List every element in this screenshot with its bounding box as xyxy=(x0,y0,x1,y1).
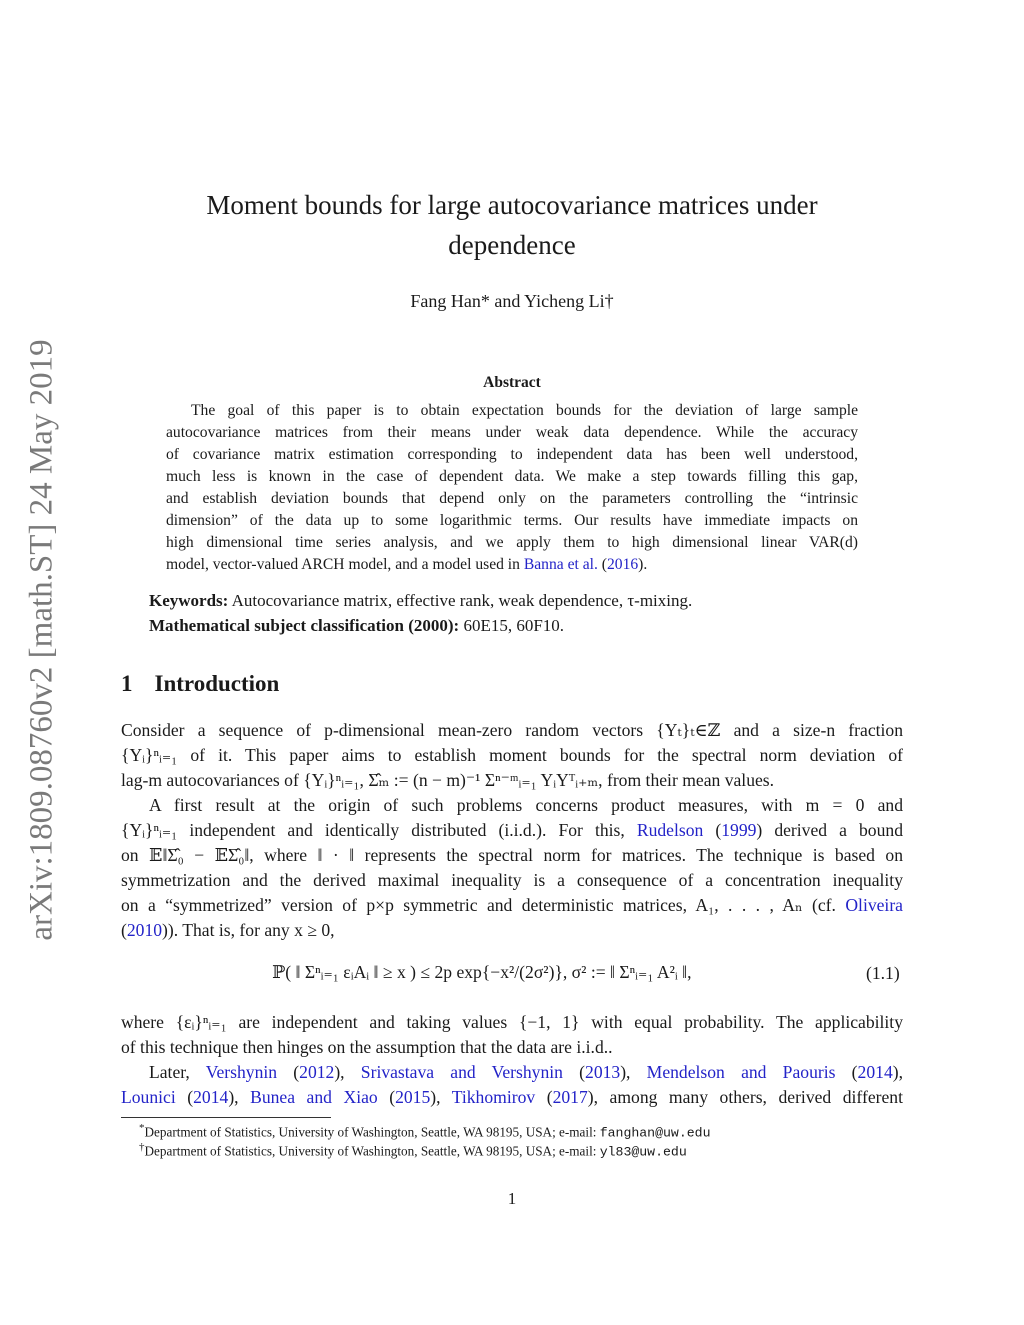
citation-link[interactable]: Oliveira xyxy=(845,895,903,915)
text-run: ( xyxy=(277,1062,300,1082)
body-line xyxy=(121,1086,903,1108)
text-run: model, vector-valued ARCH model, and a model used in xyxy=(166,556,524,573)
email-link[interactable]: yl83@uw.edu xyxy=(599,1144,687,1160)
text-run: ), xyxy=(892,1062,903,1082)
text-run: dimension” of the data up to some logarithmic terms. Our results have immediate impacts on xyxy=(166,512,858,529)
text-run: Later, xyxy=(149,1062,206,1082)
body-line xyxy=(121,1011,903,1033)
footnote-mark: * xyxy=(139,1122,145,1134)
text-run: ), xyxy=(334,1062,361,1082)
citation-link[interactable]: 2012 xyxy=(299,1062,335,1082)
citation-link[interactable]: Mendelson and Paouris xyxy=(646,1062,836,1082)
text-run: ( xyxy=(835,1062,858,1082)
keywords-text: Autocovariance matrix, effective rank, weak dependence, τ-mixing. xyxy=(228,591,693,610)
arxiv-stamp: arXiv:1809.08760v2 [math.ST] 24 May 2019 xyxy=(23,339,60,941)
equation-number: (1.1) xyxy=(866,963,900,983)
msc-text: 60E15, 60F10. xyxy=(459,616,565,635)
abstract-line xyxy=(166,489,858,509)
text-run: ( xyxy=(121,920,127,940)
citation-link[interactable]: 2016 xyxy=(606,556,639,573)
text-run: ), xyxy=(430,1087,452,1107)
citation-link[interactable]: 2010 xyxy=(126,920,163,940)
abstract-line xyxy=(166,467,858,487)
body-line xyxy=(121,744,903,766)
text-run: of covariance matrix estimation corresponding to independent data has been well understood, xyxy=(166,446,858,463)
body-line xyxy=(121,919,903,941)
text-run: ( xyxy=(597,556,607,573)
paper-title-line-1: Moment bounds for large autocovariance matrices under xyxy=(206,190,818,220)
text-run: of this technique then hinges on the assumption that the data are i.i.d.. xyxy=(121,1037,613,1057)
text-run: ). xyxy=(638,556,648,573)
text-run: Consider a sequence of p-dimensional mean-zero random vectors {Yₜ}ₜ∈ℤ and a size-n fraction xyxy=(121,720,903,740)
paper-title-line-2: dependence xyxy=(448,230,576,260)
page-number: 1 xyxy=(507,1189,517,1208)
text-run: symmetrization and the derived maximal inequality is a consequence of a concentration inequality xyxy=(121,870,903,890)
authors: Fang Han* and Yicheng Li† xyxy=(410,291,614,311)
citation-link[interactable]: Srivastava and Vershynin xyxy=(360,1062,563,1082)
text-run: much less is known in the case of dependent data. We make a step towards filling this gap, xyxy=(166,468,858,485)
text-run: ( xyxy=(703,820,722,840)
section-heading xyxy=(121,671,279,697)
abstract-line xyxy=(166,555,858,575)
text-run: The goal of this paper is to obtain expectation bounds for the deviation of large sample xyxy=(191,402,858,419)
msc xyxy=(149,616,564,636)
equation-1-1: ℙ( ‖ Σⁿᵢ₌₁ εᵢAᵢ ‖ ≥ x ) ≤ 2p exp{−x²/(2σ²)}, σ² := ‖ Σⁿᵢ₌₁ A²ᵢ ‖, xyxy=(272,962,692,982)
msc-label: Mathematical subject classification (2000): xyxy=(149,616,460,635)
abstract-line xyxy=(166,533,858,553)
text-run: on a “symmetrized” version of p×p symmetric and deterministic matrices, A₁, . . . , Aₙ (cf. xyxy=(121,895,846,915)
body-line xyxy=(121,769,903,791)
citation-link[interactable]: 2017 xyxy=(552,1087,588,1107)
text-run: ( xyxy=(175,1087,194,1107)
body-line xyxy=(121,894,903,916)
text-run: ), xyxy=(620,1062,647,1082)
text-run: on 𝔼‖Σ̂₀ − 𝔼Σ̂₀‖, where ‖ · ‖ represents the spectral norm for matrices. The technique is based on xyxy=(121,845,903,865)
citation-link[interactable]: Vershynin xyxy=(205,1062,278,1082)
abstract-heading: Abstract xyxy=(483,374,541,391)
citation-link[interactable]: Rudelson xyxy=(636,820,704,840)
citation-link[interactable]: 2015 xyxy=(395,1087,431,1107)
body-line xyxy=(149,1061,903,1083)
abstract-line xyxy=(166,511,858,531)
text-run: lag-m autocovariances of {Yᵢ}ⁿᵢ₌₁, Σ̂ₘ := (n − m)⁻¹ Σⁿ⁻ᵐᵢ₌₁ YᵢYᵀᵢ₊ₘ, from their mean values. xyxy=(121,770,775,790)
citation-link[interactable]: Lounici xyxy=(121,1087,176,1107)
footnote-mark: † xyxy=(139,1141,145,1153)
footnote-2 xyxy=(139,1141,687,1159)
text-run: ( xyxy=(562,1062,586,1082)
body-line xyxy=(121,819,903,841)
citation-link[interactable]: 2013 xyxy=(585,1062,621,1082)
text-run: ), xyxy=(228,1087,251,1107)
abstract-line xyxy=(191,401,858,421)
citation-link[interactable]: 1999 xyxy=(721,820,757,840)
citation-link[interactable]: Banna et al. xyxy=(523,556,598,573)
text-run: {Yᵢ}ⁿᵢ₌₁ independent and identically distributed (i.i.d.). For this, xyxy=(121,820,637,840)
text-run: where {εᵢ}ⁿᵢ₌₁ are independent and taking values {−1, 1} with equal probability. The applicability xyxy=(121,1012,903,1032)
text-run: and establish deviation bounds that depend only on the parameters controlling the “intrinsic xyxy=(166,490,858,507)
citation-link[interactable]: 2014 xyxy=(857,1062,893,1082)
text-run: ) derived a bound xyxy=(756,820,903,840)
text-run: high dimensional time series analysis, and we apply them to high dimensional linear VAR(d) xyxy=(166,534,858,551)
citation-link[interactable]: 2014 xyxy=(193,1087,229,1107)
citation-link[interactable]: Tikhomirov xyxy=(451,1087,536,1107)
body-line xyxy=(149,794,903,816)
footnote-text: Department of Statistics, University of Washington, Seattle, WA 98195, USA; e-mail: xyxy=(144,1124,600,1140)
text-run: ), among many others, derived different xyxy=(587,1087,903,1107)
email-link[interactable]: fanghan@uw.edu xyxy=(599,1125,711,1141)
keywords-label: Keywords: xyxy=(149,591,229,610)
footnote-1 xyxy=(139,1122,711,1140)
text-run: {Yᵢ}ⁿᵢ₌₁ of it. This paper aims to establish moment bounds for the spectral norm deviation of xyxy=(121,745,903,765)
footnote-rule xyxy=(121,1117,331,1118)
section-number: 1 xyxy=(121,671,133,696)
text-run: autocovariance matrices from their means under weak data dependence. While the accuracy xyxy=(166,424,858,441)
footnote-text: Department of Statistics, University of Washington, Seattle, WA 98195, USA; e-mail: xyxy=(144,1143,600,1159)
text-run: ( xyxy=(535,1087,553,1107)
text-run: )). That is, for any x ≥ 0, xyxy=(162,920,335,940)
body-line xyxy=(121,719,903,741)
body-line xyxy=(121,844,903,866)
section-title: Introduction xyxy=(154,671,280,696)
body-line xyxy=(121,1036,903,1058)
text-run: A first result at the origin of such problems concerns product measures, with m = 0 and xyxy=(149,795,903,815)
body-line xyxy=(121,869,903,891)
keywords xyxy=(149,591,692,611)
text-run: ( xyxy=(377,1087,396,1107)
citation-link[interactable]: Bunea and Xiao xyxy=(250,1087,378,1107)
abstract-line xyxy=(166,423,858,443)
abstract-line xyxy=(166,445,858,465)
